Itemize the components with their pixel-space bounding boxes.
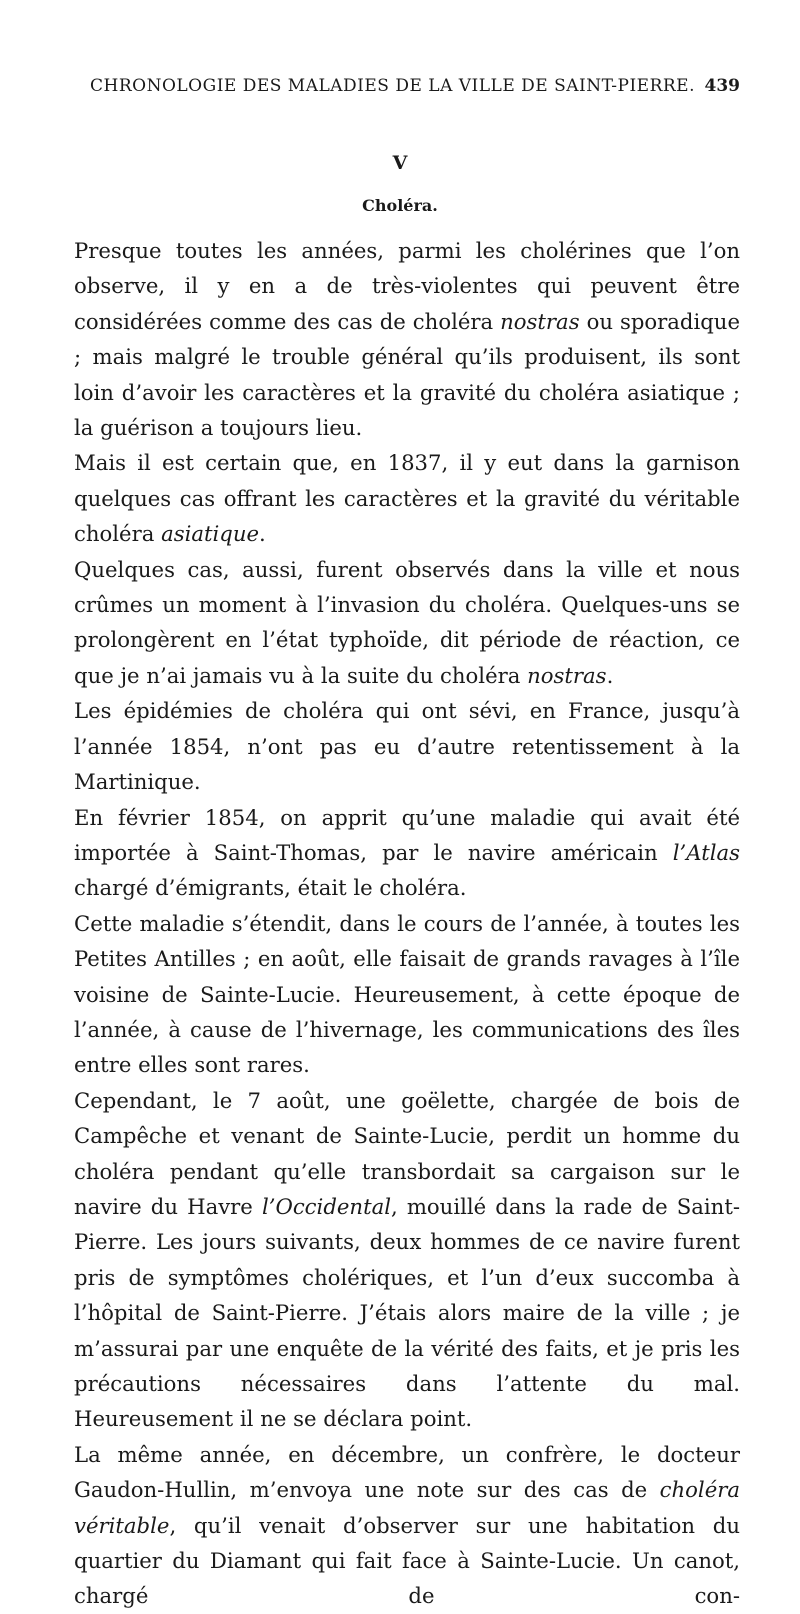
text-run: . — [606, 662, 614, 688]
italic-text: l’Atlas — [672, 839, 740, 865]
italic-text: choléra véritable — [74, 1477, 740, 1538]
paragraph — [74, 693, 740, 799]
text-run: Les épidémies de choléra qui ont sévi, en France, jusqu’à l’année 1854, n’ont pas eu d’autre retentissement à la Martinique. — [74, 698, 740, 795]
text-run: Quelques cas, aussi, furent observés dans la ville et nous crûmes un moment à l’invasion du choléra. Quelques-uns se prolongèrent en l’état typhoïde, dit période de réaction, ce que je n’ai jamais vu à la suite du choléra — [74, 556, 740, 688]
text-run: Mais il est certain que, en 1837, il y eut dans la garnison quelques cas offrant les caractères et la gravité du véritable choléra — [74, 450, 740, 547]
paragraph — [74, 906, 740, 1083]
text-run: Cependant, le 7 août, une goëlette, chargée de bois de Campêche et venant de Sainte-Lucie, perdit un homme du choléra pendant qu’elle transbordait sa cargaison sur le navire du Havre — [74, 1087, 740, 1219]
paragraph — [74, 552, 740, 694]
paragraph — [74, 1083, 740, 1437]
body-text — [74, 233, 740, 1614]
text-run: , mouillé dans la rade de Saint-Pierre. Les jours suivants, deux hommes de ce navire furent pris de symptômes cholériques, et l’un d’eux succomba à l’hôpital de Saint-Pierre. J’étais alors maire de la ville ; je m’assurai par une enquête de la vérité des faits, et je pris les précautions nécessaires dans l’attente du mal. Heureusement il ne se déclara point. — [74, 1193, 740, 1432]
paragraph — [74, 233, 740, 445]
text-run: Presque toutes les années, parmi les cholérines que l’on observe, il y en a de très-violentes qui peuvent être considérées comme des cas de choléra — [74, 238, 740, 334]
running-header — [90, 76, 740, 96]
text-run: , qu’il venait d’observer sur une habitation du quartier du Diamant qui fait face à Sainte-Lucie. Un canot, chargé de con- — [74, 1512, 740, 1609]
paragraph — [74, 1437, 740, 1614]
italic-text: l’Occidental — [261, 1193, 391, 1219]
text-run: chargé d’émigrants, était le choléra. — [74, 875, 467, 901]
page-number: 439 — [704, 76, 740, 96]
running-title: CHRONOLOGIE DES MALADIES DE LA VILLE DE SAINT-PIERRE. — [90, 76, 695, 96]
paragraph — [74, 800, 740, 906]
italic-text: asiatique — [161, 521, 260, 547]
text-run: La même année, en décembre, un confrère, le docteur Gaudon-Hullin, m’envoya une note sur des cas de — [74, 1441, 740, 1503]
text-run: ou sporadique ; mais malgré le trouble général qu’ils produisent, ils sont loin d’avoir les caractères et la gravité du choléra asiatique ; la guérison a toujours lieu. — [74, 308, 740, 441]
paragraph — [74, 445, 740, 551]
text-run: Cette maladie s’étendit, dans le cours de l’année, à toutes les Petites Antilles ; en août, elle faisait de grands ravages à l’île voisine de Sainte-Lucie. Heureusement, à cette époque de l’année, à cause de l’hivernage, les communications des îles entre elles sont rares. — [74, 910, 740, 1078]
italic-text: nostras — [527, 662, 607, 688]
text-run: En février 1854, on apprit qu’une maladie qui avait été importée à Saint-Thomas, par le navire américain — [74, 804, 740, 865]
section-title: Choléra. — [362, 196, 438, 215]
text-run: . — [259, 521, 266, 547]
italic-text: nostras — [500, 308, 580, 334]
section-number: V — [392, 152, 408, 174]
